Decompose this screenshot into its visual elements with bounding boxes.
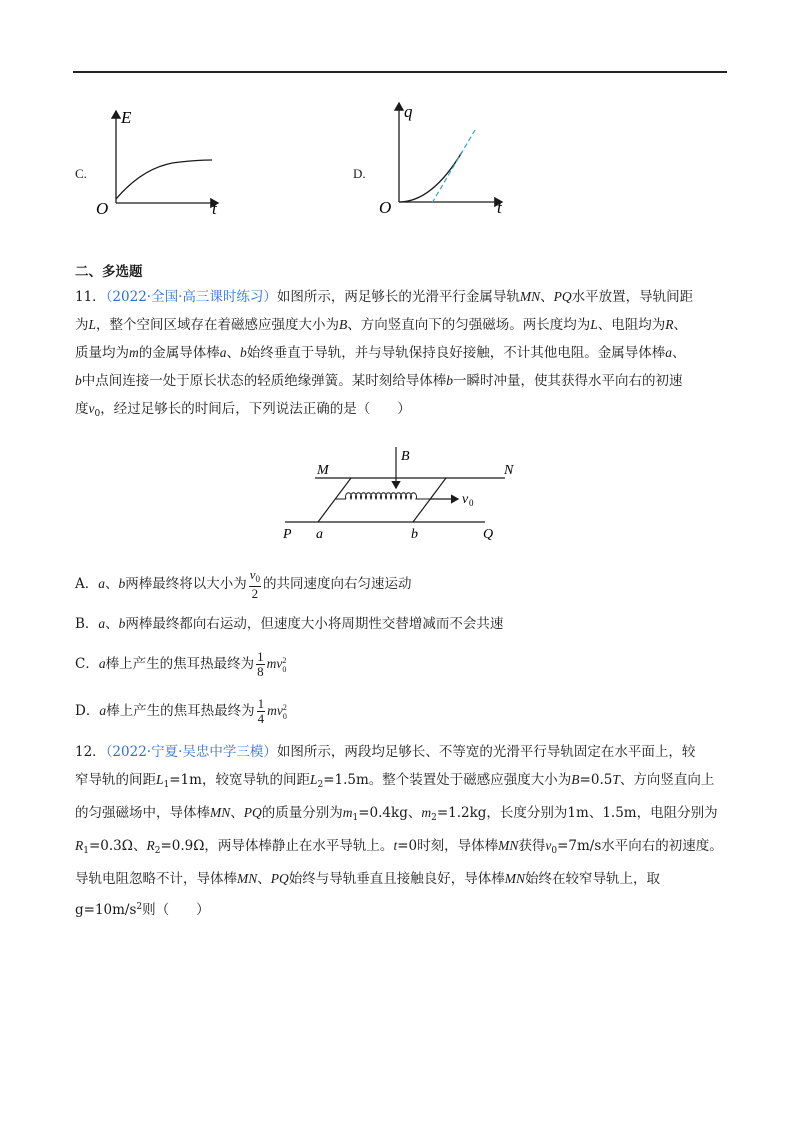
q11-option-a[interactable]: A．a、b两棒最终将以大小为 $\frac{v_0}{2}$ 的共同速度向右匀速运动: [75, 567, 412, 601]
t-label: t: [212, 199, 217, 218]
fraction-1-over-8: $\frac{1}{8}$: [257, 649, 264, 679]
origin-label: O: [96, 199, 109, 218]
svg-text:0: 0: [469, 498, 474, 508]
q11-option-b[interactable]: B．a、b两棒最终都向右运动，但速度大小将周期性交替增减而不会共速: [75, 616, 504, 632]
q12-source[interactable]: （2022·宁夏·吴忠中学三模）: [105, 744, 277, 760]
rod-a: [318, 478, 351, 522]
rod-b: [413, 478, 446, 522]
q12-stem: 12．（2022·宁夏·吴忠中学三模）如图所示，两段均足够长、不等宽的光滑平行导轨固定在水平面上，较 窄导轨的间距$L_1=1m$，较宽导轨的间距$L_2=1.5m$。整个装置处于磁感应强度大小为B=0.5T、方向竖直向上 的匀强磁场中，导体棒MN、PQ的质量分别为$m_1=0.4kg$、$m_2=1.2kg$，长度分别为1m、1.5m，电阻分别为 $R_1=0.3\Omega$、$R_2=0.9\Omega$，两导体棒静止在水平导轨上。t=0时刻，导体棒MN获得$v_0=7m/s$水平向右的初速度。 导轨电阻忽略不计，导体棒MN、PQ始终与导轨垂直且接触良好，导体棒MN始终在较窄导轨上，取 $g=10m/s^2$则（ ）: [75, 744, 723, 918]
e-curve: [116, 160, 212, 199]
q11-number: 11．: [75, 289, 106, 305]
spring: [335, 493, 430, 499]
q11-figure: [280, 445, 530, 545]
svg-text:v: v: [462, 492, 469, 507]
e-label: E: [121, 108, 132, 127]
q11-stem: 11．（2022·全国·高三课时练习）如图所示，两足够长的光滑平行金属导轨MN、PQ水平放置，导轨间距 为L，整个空间区域存在着磁感应强度大小为B、方向竖直向下的匀强磁场。两长度均为L、电阻均为R、 质量均为m的金属导体棒a、b始终垂直于导轨，并与导轨保持良好接触，不计其他电阻。金属导体棒a、 b中点间连接一处于原长状态的轻质绝缘弹簧。某时刻给导体棒b一瞬时冲量，使其获得水平向右的初速 度$v_0$，经过足够长的时间后，下列说法正确的是（ ）: [75, 289, 694, 419]
option-d-graph: [372, 95, 517, 220]
fraction-1-over-4: $\frac{1}{4}$: [257, 696, 265, 726]
tangent-line: [432, 130, 475, 203]
q11-option-c[interactable]: C．a棒上产生的焦耳热最终为 $\frac{1}{8}$ mv 2 0: [75, 649, 287, 679]
q-curve: [399, 152, 462, 202]
option-d-letter: D.: [353, 166, 366, 181]
option-c-graph: [90, 105, 230, 220]
svg-text:B: B: [401, 449, 410, 464]
origin-label: O: [379, 198, 392, 217]
t-label: t: [497, 198, 502, 217]
q12-number: 12．: [75, 744, 106, 760]
option-c-letter: C.: [75, 166, 87, 181]
top-rule: [73, 71, 727, 73]
section-title: 二、多选题: [75, 264, 143, 280]
svg-text:b: b: [411, 527, 418, 542]
svg-text:M: M: [317, 463, 329, 478]
q-label: q: [404, 102, 413, 121]
q11-option-d[interactable]: D．a棒上产生的焦耳热最终为 $\frac{1}{4}$ mv 2 0: [75, 696, 287, 726]
svg-text:P: P: [283, 527, 292, 542]
svg-text:a: a: [316, 527, 323, 542]
svg-text:Q: Q: [483, 527, 494, 542]
fraction-v0-over-2: $\frac{v_0}{2}$: [249, 567, 261, 601]
q11-source[interactable]: （2022·全国·高三课时练习）: [105, 289, 277, 305]
svg-text:N: N: [504, 463, 514, 478]
